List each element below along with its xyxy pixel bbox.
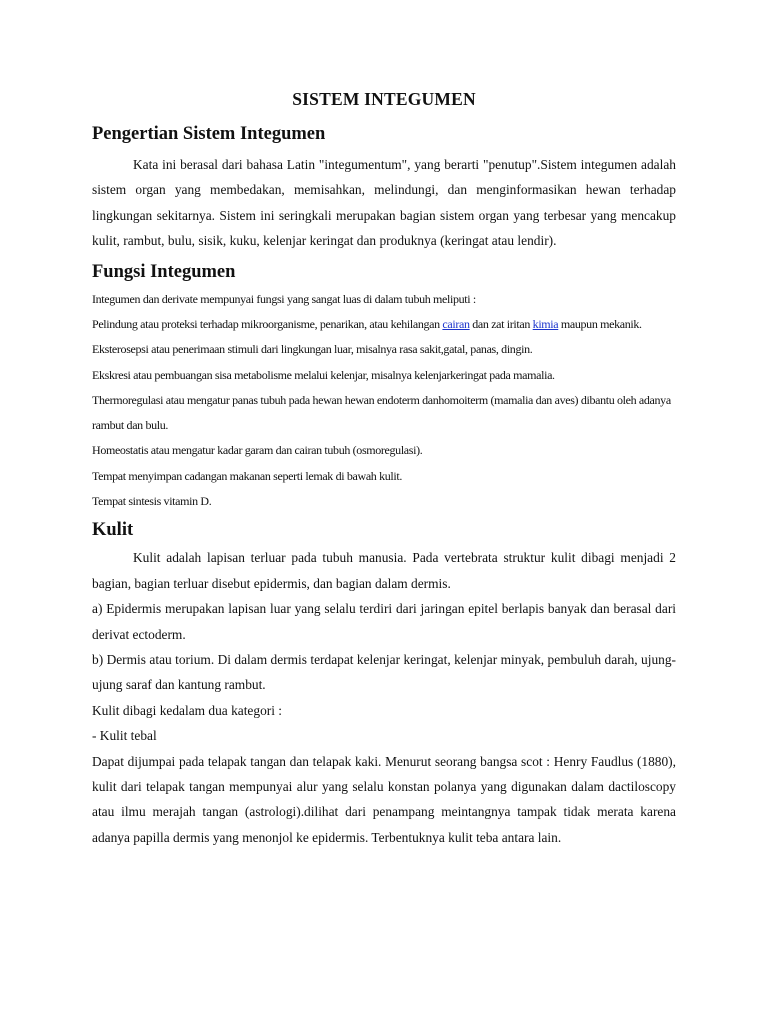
fungsi-item-1-text-a: Pelindung atau proteksi terhadap mikroorganisme, penarikan, atau kehilangan (92, 316, 443, 331)
heading-kulit: Kulit (92, 520, 134, 541)
fungsi-item-1 (92, 312, 676, 363)
fungsi-item-4: Homeostatis atau mengatur kadar garam dan cairan tubuh (osmoregulasi). (92, 443, 423, 458)
fungsi-item-1-text-c: maupun mekanik. Eksterosepsi atau penerimaan stimuli dari lingkungan luar, misalnya rasa sakit,gatal, panas, dingin. (92, 316, 642, 357)
kulit-paragraph-detail: Dapat dijumpai pada telapak tangan dan telapak kaki. Menurut seorang bangsa scot : Henry Faudlus (1880), kulit dari telapak tangan mempunyai alur yang selalu konstan polanya yang digunakan dalam dactiloscopy atau ilmu merajah tangan (astrologi).dilihat dari penampang meintangnya tampak tidak merata karena adanya papilla dermis yang menonjol ke epidermis. Terbentuknya kulit teba antara lain. (92, 753, 676, 845)
fungsi-item-5: Tempat menyimpan cadangan makanan seperti lemak di bawah kulit. (92, 468, 402, 483)
kulit-paragraph-dermis: b) Dermis atau torium. Di dalam dermis terdapat kelenjar keringat, kelenjar minyak, pembuluh darah, ujung-ujung saraf dan kantung rambut. (92, 651, 676, 693)
fungsi-item-1-text-b: dan zat iritan (469, 316, 533, 331)
paragraph-pengertian: Kata ini berasal dari bahasa Latin "integumentum", yang berarti "penutup".Sistem integumen adalah sistem organ yang membedakan, memisahkan, melindungi, dan menginformasikan hewan terhadap lingkungan sekitarnya. Sistem ini seringkali merupakan bagian sistem organ yang terbesar yang mencakup kulit, rambut, bulu, sisik, kuku, kelenjar keringat dan produknya (keringat atau lendir). (92, 157, 676, 249)
fungsi-item-2: Ekskresi atau pembuangan sisa metabolisme melalui kelenjar, misalnya kelenjarkeringat pada mamalia. (92, 367, 555, 382)
link-kimia[interactable]: kimia (532, 316, 559, 331)
fungsi-item-3: Thermoregulasi atau mengatur panas tubuh pada hewan hewan endoterm danhomoiterm (mamalia dan aves) dibantu oleh adanya rambut dan bulu. (92, 392, 671, 433)
link-cairan[interactable]: cairan (442, 316, 470, 331)
heading-pengertian: Pengertian Sistem Integumen (92, 124, 326, 144)
fungsi-item-6: Tempat sintesis vitamin D. (92, 494, 212, 508)
heading-fungsi: Fungsi Integumen (92, 261, 236, 282)
fungsi-intro: Integumen dan derivate mempunyai fungsi yang sangat luas di dalam tubuh meliputi : (92, 291, 476, 306)
kulit-paragraph-kategori: Kulit dibagi kedalam dua kategori : (92, 702, 283, 718)
page-content (92, 86, 676, 850)
document-title: SISTEM INTEGUMEN (292, 89, 476, 109)
kulit-paragraph-tebal: - Kulit tebal (92, 728, 157, 744)
kulit-paragraph-1: Kulit adalah lapisan terluar pada tubuh manusia. Pada vertebrata struktur kulit dibagi menjadi 2 bagian, bagian terluar disebut epidermis, dan bagian dalam dermis. (92, 550, 676, 591)
kulit-paragraph-epidermis: a) Epidermis merupakan lapisan luar yang selalu terdiri dari jaringan epitel berlapis banyak dan berasal dari derivat ectoderm. (92, 601, 676, 642)
